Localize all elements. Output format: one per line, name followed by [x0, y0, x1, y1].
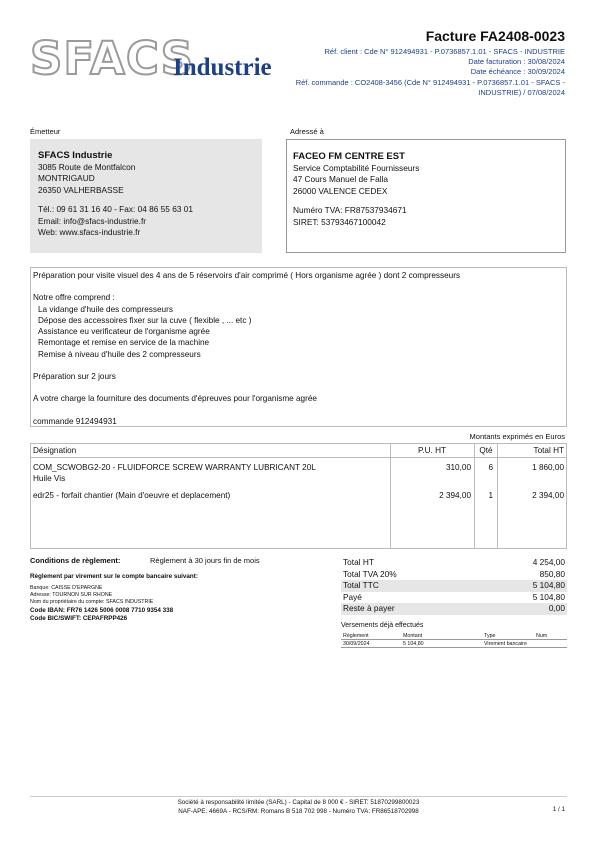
- item-quantity: 1: [488, 491, 493, 500]
- recipient-address-line: 47 Cours Manuel de Falla: [293, 174, 389, 185]
- order-reference: Réf. commande : CO2408-3456 (Cde N° 912494931 - P.0736857.1.01 - SFACS - INDUSTRIE) / 07/08/2024: [295, 77, 565, 97]
- emitter-website: Web: www.sfacs-industrie.fr: [38, 227, 141, 238]
- payment-type: Virement bancaire: [484, 641, 527, 647]
- footer-registration-info: NAF-APE: 4669A - RCS/RM: Romans B 518 702 998 - Numéro TVA: FR86518702998: [178, 807, 419, 815]
- column-quantity: Qté: [479, 446, 493, 455]
- payments-title: Versements déjà effectués: [341, 622, 424, 629]
- item-unit-price: 2 394,00: [439, 491, 471, 500]
- recipient-name: FACEO FM CENTRE EST: [293, 151, 405, 162]
- bank-name: Banque: CAISSE D'EPARGNE: [30, 585, 103, 591]
- emitter-address-line: 26350 VALHERBASSE: [38, 184, 124, 195]
- offer-item: Assistance eu verificateur de l'organisme agrée: [38, 327, 210, 337]
- item-designation: edr25 - forfait chantier (Main d'oeuvre et deplacement): [33, 491, 231, 500]
- emitter-name: SFACS Industrie: [38, 150, 113, 161]
- offer-title: Notre offre comprend :: [33, 293, 115, 303]
- customer-charge-note: A votre charge la fourniture des documents d'épreuves pour l'organisme agrée: [33, 394, 317, 404]
- item-total: 1 860,00: [532, 463, 564, 472]
- recipient-vat-number: Numéro TVA: FR87537934671: [293, 205, 407, 216]
- recipient-label: Adressé à: [290, 127, 324, 136]
- payments-block: [341, 622, 567, 648]
- company-logo: [30, 30, 290, 88]
- payments-col-date: Règlement: [343, 633, 369, 639]
- bank-address: Adresse: TOURNON SUR RHONE: [30, 592, 113, 599]
- payment-date: 30/09/2024: [343, 641, 370, 647]
- total-row: [341, 557, 567, 569]
- offer-item: Remontage et remise en service de la machine: [38, 338, 210, 348]
- logo-brand: SFACS: [30, 32, 195, 85]
- conditions-value: Règlement à 30 jours fin de mois: [150, 556, 260, 565]
- iban-code: Code IBAN: FR76 1426 5006 0008 7710 9354 338: [30, 606, 174, 614]
- offer-item: Dépose des accessoires fixer sur la cuve ( flexible , ... etc ): [38, 315, 252, 325]
- emitter-phone: Tél.: 09 61 31 16 40 - Fax: 04 86 55 63 01: [38, 204, 193, 215]
- currency-note: Montants exprimés en Euros: [469, 432, 565, 441]
- recipient-service: Service Comptabilité Fournisseurs: [293, 163, 420, 173]
- account-owner: Nom du propriétaire du compte: SFACS INDUSTRIE: [30, 599, 154, 606]
- total-label: Total TTC: [343, 580, 379, 590]
- emitter-address-line: 3085 Route de Montfalcon: [38, 162, 136, 172]
- total-label: Reste à payer: [343, 603, 395, 613]
- legal-footer: [30, 796, 567, 816]
- total-row: [341, 569, 567, 581]
- items-table: [30, 443, 567, 549]
- recipient-box: [286, 139, 566, 253]
- logo-suffix: Industrie: [173, 54, 272, 81]
- payments-col-type: Type: [484, 633, 496, 639]
- payments-col-num: Num: [536, 633, 548, 639]
- emitter-box: [30, 139, 262, 253]
- payment-amount: 5 104,80: [403, 641, 424, 647]
- page-number: 1 / 1: [552, 806, 565, 813]
- table-row: [341, 640, 567, 648]
- description-intro: Préparation pour visite visuel des 4 ans de 5 réservoirs d'air comprimé ( Hors organisme agrée ) dont 2 compresseurs: [33, 271, 461, 280]
- preparation-duration: Préparation sur 2 jours: [33, 372, 116, 382]
- due-date: Date échéance : 30/09/2024: [470, 67, 565, 77]
- order-number-note: commande 912494931: [33, 416, 117, 426]
- emitter-address-line: MONTRIGAUD: [38, 173, 95, 184]
- client-reference: Réf. client : Cde N° 912494931 - P.0736857.1.01 - SFACS - INDUSTRIE: [324, 47, 565, 56]
- item-subtitle: Huile Vis: [33, 474, 66, 483]
- total-value: 4 254,00: [532, 557, 565, 567]
- item-designation: COM_SCWOBG2-20 - FLUIDFORCE SCREW WARRANTY LUBRICANT 20L: [33, 463, 316, 472]
- emitter-label: Émetteur: [30, 127, 61, 136]
- offer-item: Remise à niveau d'huile des 2 compresseurs: [38, 349, 201, 359]
- transfer-title: Règlement par virement sur le compte bancaire suivant:: [30, 573, 198, 580]
- offer-item: La vidange d'huile des compresseurs: [38, 304, 173, 314]
- total-row: [341, 592, 567, 604]
- total-value: 5 104,80: [532, 580, 565, 590]
- invoice-references: [265, 47, 565, 98]
- total-value: 5 104,80: [532, 591, 565, 602]
- conditions-label: Conditions de règlement:: [30, 556, 121, 565]
- column-designation: Désignation: [33, 446, 77, 455]
- recipient-siret: SIRET: 53793467100042: [293, 216, 386, 227]
- bic-code: Code BIC/SWIFT: CEPAFRPP426: [30, 614, 128, 622]
- recipient-address-line: 26000 VALENCE CEDEX: [293, 185, 388, 196]
- total-row: [341, 603, 567, 615]
- total-row: [341, 580, 567, 592]
- payment-terms: [30, 556, 320, 623]
- column-total: Total HT: [533, 446, 564, 455]
- payments-header: [341, 632, 567, 640]
- item-quantity: 6: [488, 463, 493, 472]
- total-label: Total HT: [343, 557, 374, 567]
- emitter-email: Email: info@sfacs-industrie.fr: [38, 215, 147, 226]
- item-total: 2 394,00: [532, 491, 564, 500]
- description-block: [30, 267, 567, 427]
- footer-company-info: Société à responsabilité limitée (SARL) - Capital de 8 000 € - SIRET: 51870299800023: [177, 799, 420, 806]
- totals-block: [341, 557, 567, 615]
- item-unit-price: 310,00: [445, 463, 471, 472]
- payments-col-amount: Montant: [403, 633, 423, 639]
- items-table-header: [31, 444, 566, 458]
- invoice-title: Facture FA2408-0023: [425, 28, 565, 44]
- total-label: Total TVA 20%: [343, 568, 397, 579]
- column-unit-price: P.U. HT: [417, 446, 447, 455]
- total-value: 0,00: [548, 603, 565, 613]
- total-value: 850,80: [539, 568, 565, 579]
- total-label: Payé: [343, 591, 362, 602]
- invoice-date: Date facturation : 30/08/2024: [468, 57, 565, 67]
